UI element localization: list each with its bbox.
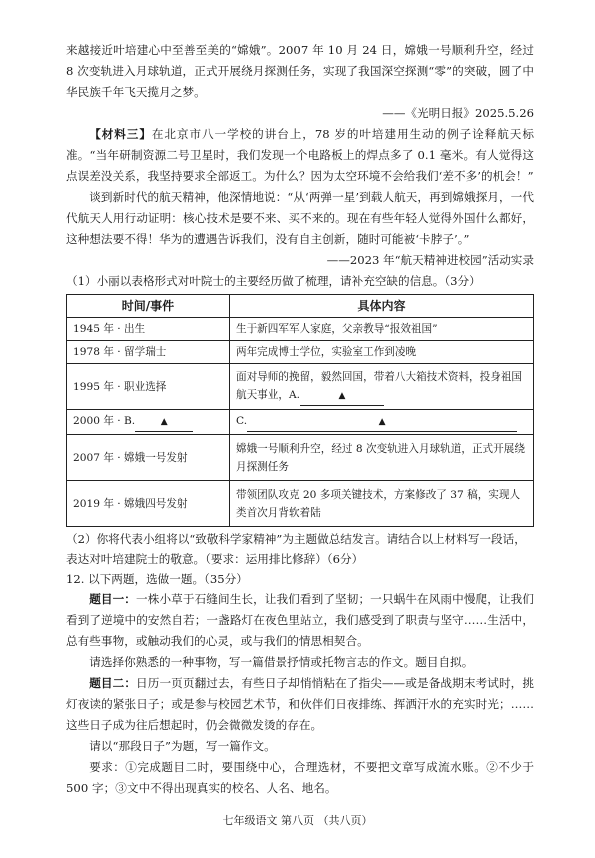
topic-1-label: 题目一： <box>89 592 137 606</box>
question-12-intro: 12. 以下两题，选做一题。（35分） <box>66 572 248 586</box>
table-row <box>67 318 534 341</box>
table-row <box>67 341 534 364</box>
timeline-table <box>66 294 534 527</box>
table-cell-time: 2007 年 · 嫦娥一号发射 <box>67 435 230 481</box>
table-cell-content-text: 面对导师的挽留，毅然回国，带着八大箱技术资料，投身祖国航天事业，A. <box>236 370 523 401</box>
question-2: （2）你将代表小组将以“致敬科学家精神”为主题做总结发言。请结合以上材料写一段话，表达对叶培建院士的敬意。（要求：运用排比修辞）（6分） <box>66 532 526 566</box>
table-cell-time: 1995 年 · 职业选择 <box>67 364 230 410</box>
topic-2-body: 日历一页页翻过去，有些日子却悄悄粘在了指尖——或是备战期末考试时，挑灯夜读的紧张日子；或是参与校园艺术节，和伙伴们日夜排练、挥洒汗水的充实时光；……这些日子成为往后想起时，仍会微微发烫的存在。 <box>66 676 535 732</box>
table-row <box>67 481 534 527</box>
table-cell-content-text: C. <box>236 415 248 427</box>
table-row <box>67 435 534 481</box>
triangle-marker-icon: ▲ <box>378 417 386 427</box>
answer-blank-a[interactable] <box>300 386 384 406</box>
topic-2-task: 请以“那段日子”为题，写一篇作文。 <box>89 739 276 753</box>
table-cell-time: 1978 年 · 留学瑞士 <box>67 341 230 364</box>
passage-top-source: ——《光明日报》2025.5.26 <box>382 106 534 120</box>
material3-para2: 谈到新时代的航天精神，他深情地说：“从‘两弹一星’到载人航天，再到嫦娥探月，一代代航天人用行动证明：核心技术是要不来、买不来的。现在有些年轻人觉得外国什么都好，这种想法要不得！华为的遭遇告诉我们，没有自主创新，随时可能被‘卡脖子’。” <box>66 190 534 246</box>
triangle-marker-icon: ▲ <box>338 390 346 401</box>
table-cell-time-text: 2000 年 · B. <box>73 415 136 427</box>
table-header-content: 具体内容 <box>230 295 534 318</box>
table-cell-content: 生于新四军军人家庭，父亲教导“报效祖国” <box>230 318 534 341</box>
requirements: 要求：①完成题目二时，要围绕中心，合理选材，不要把文章写成流水账。②不少于 500 字；③文中不得出现真实的校名、人名、地名。 <box>66 760 534 795</box>
table-header-row <box>67 295 534 318</box>
topic-2 <box>66 673 534 736</box>
table-cell-content <box>230 364 534 410</box>
table-cell-time <box>67 410 230 435</box>
exam-page <box>66 40 534 799</box>
table-cell-content: 带领团队攻克 20 多项关键技术，方案修改了 37 稿，实现人类首次月背软着陆 <box>230 481 534 527</box>
table-row <box>67 364 534 410</box>
topic-1-task: 请选择你熟悉的一种事物，写一篇借景抒情或托物言志的作文。题目自拟。 <box>89 655 474 669</box>
table-cell-content <box>230 410 534 435</box>
topic-1-body: 一株小草于石缝间生长，让我们看到了坚韧；一只蜗牛在风雨中慢爬，让我们看到了逆境中的安然自若；一盏路灯在夜色里站立，我们感受到了职责与坚守……生活中，总有些事物，或触动我们的心灵，或与我们的情思相契合。 <box>66 592 535 648</box>
topic-1 <box>66 589 534 652</box>
table-cell-content: 嫦娥一号顺利升空，经过 8 次变轨进入月球轨道，正式开展绕月探测任务 <box>230 435 534 481</box>
question-1: （1）小丽以表格形式对叶院士的主要经历做了梳理，请补充空缺的信息。（3分） <box>66 274 481 288</box>
material3-para1-text: 在北京市八一学校的讲台上，78 岁的叶培建用生动的例子诠释航天标准。“当年研制资源二号卫星时，我们发现一个电路板上的焊点多了 0.1 毫米。有人觉得这点误差没关系，我坚持要求全部返工。为什么？因为太空环境不会给我们‘差不多’的机会！” <box>66 127 534 183</box>
material3-para1 <box>66 124 534 187</box>
passage-top-text: 来越接近叶培建心中至善至美的“嫦娥”。2007 年 10 月 24 日，嫦娥一号顺利升空，经过 8 次变轨进入月球轨道，正式开展绕月探测任务，实现了我国深空探测“零”的突破，圆了中华民族千年飞天揽月之梦。 <box>66 43 534 99</box>
table-header-time: 时间/事件 <box>67 295 230 318</box>
triangle-marker-icon: ▲ <box>160 417 168 427</box>
material3-source: ——2023 年“航天精神进校园”活动实录 <box>326 253 534 267</box>
table-cell-content: 两年完成博士学位，实验室工作到凌晚 <box>230 341 534 364</box>
table-cell-time: 1945 年 · 出生 <box>67 318 230 341</box>
table-row <box>67 410 534 435</box>
answer-blank-b[interactable] <box>135 412 193 432</box>
material3-label: 【材料三】 <box>89 127 152 141</box>
answer-blank-c[interactable] <box>247 412 517 432</box>
table-cell-time: 2019 年 · 嫦娥四号发射 <box>67 481 230 527</box>
page-footer: 七年级语文 第八页 （共八页） <box>222 814 373 827</box>
topic-2-label: 题目二： <box>89 676 137 690</box>
